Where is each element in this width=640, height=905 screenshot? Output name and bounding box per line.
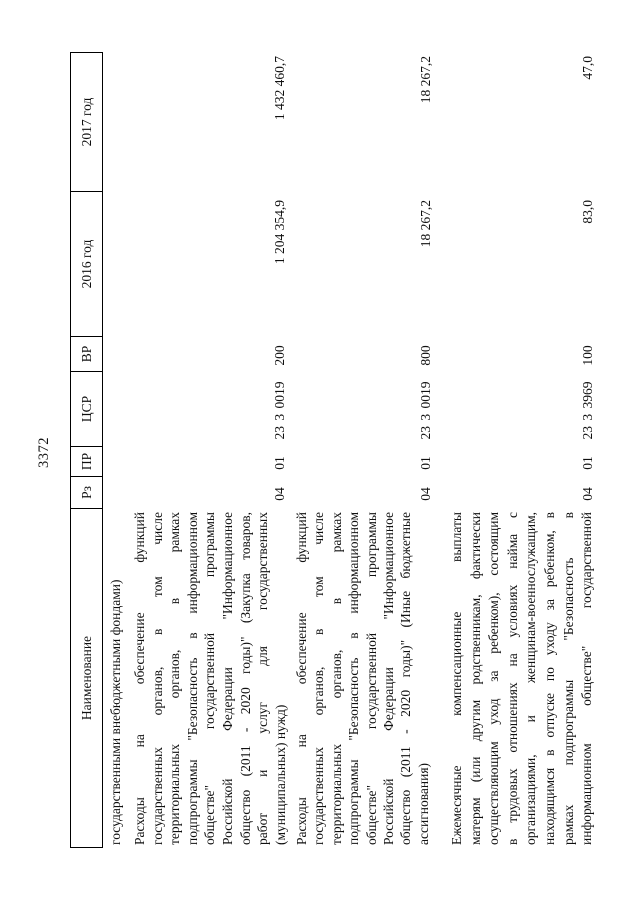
csr-value: 23 3 3969 — [580, 381, 595, 440]
name-cell-line: обществе" государственной программы — [363, 512, 379, 845]
csr-value: 23 3 0019 — [418, 381, 433, 440]
rz-value: 04 — [580, 487, 595, 501]
name-cell-line: общество (2011 - 2020 годы)" (Иные бюджетные — [398, 512, 414, 845]
name-cell-line: осуществляющим уход за ребенком), состоящим — [486, 512, 502, 845]
name-cell-line: Расходы на обеспечение функций — [132, 512, 147, 845]
column-header-pr: ПР — [71, 447, 102, 477]
name-cell-line: обществе" государственной программы — [202, 512, 218, 845]
y2016-value: 18 267,2 — [418, 200, 433, 248]
pr-value: 01 — [418, 456, 433, 470]
name-cell-line: (муниципальных) нужд) — [272, 704, 288, 845]
column-header-vr: ВР — [71, 337, 102, 372]
pr-value: 01 — [580, 456, 595, 470]
name-cell-line: общество (2011 - 2020 годы)" (Закупка товаров, — [237, 512, 253, 845]
name-cell-line: Российской Федерации "Информационное — [380, 512, 396, 845]
name-cell-line: работ и услуг для государственных — [255, 512, 271, 845]
name-cell-line: в трудовых отношениях на условиях найма с — [504, 512, 520, 845]
column-header-2016: 2016 год — [71, 192, 102, 337]
name-cell-line: подпрограммы "Безопасность в информационном — [346, 512, 362, 845]
y2017-value: 18 267,2 — [418, 56, 433, 104]
name-cell-line: матерям (или другим родственникам, фактически — [467, 512, 483, 845]
y2016-value: 1 204 354,9 — [272, 200, 287, 265]
vr-value: 800 — [418, 345, 433, 366]
name-cell-line: территориальных органов, в рамках — [167, 512, 183, 845]
name-cell-line: подпрограммы "Безопасность в информационном — [184, 512, 200, 845]
rz-value: 04 — [272, 487, 287, 501]
name-cell — [293, 512, 432, 845]
page-number: 3372 — [36, 437, 52, 468]
carryover-text-line: государственными внебюджетными фондами) — [108, 579, 123, 845]
name-cell-line: информационном обществе" государственной — [579, 512, 595, 845]
name-cell-line: организациями, и женщинам-военнослужащим, — [523, 512, 539, 845]
name-cell-line: Ежемесячные компенсационные выплаты — [449, 512, 464, 845]
name-cell-line: территориальных органов, в рамках — [328, 512, 344, 845]
vr-value: 200 — [272, 345, 287, 366]
table-header-row — [70, 52, 103, 848]
vr-value: 100 — [580, 345, 595, 366]
name-cell-line: находящимся в отпуске по уходу за ребенком, в — [541, 512, 557, 845]
y2017-value: 47,0 — [580, 56, 595, 80]
name-cell-line: Российской Федерации "Информационное — [219, 512, 235, 845]
rz-value: 04 — [418, 487, 433, 501]
name-cell-line: государственных органов, в том числе — [149, 512, 165, 845]
column-header-rz: Рз — [71, 477, 102, 509]
y2017-value: 1 432 460,7 — [272, 56, 287, 121]
column-header-name: Наименование — [78, 635, 94, 721]
pr-value: 01 — [272, 456, 287, 470]
name-cell-line: ассигнования) — [415, 762, 431, 845]
name-cell — [131, 512, 289, 845]
name-cell-line: Расходы на обеспечение функций — [294, 512, 309, 845]
name-cell-line: государственных органов, в том числе — [311, 512, 327, 845]
name-cell-line: рамках подпрограммы "Безопасность в — [560, 512, 576, 845]
column-header-2017: 2017 год — [71, 53, 102, 192]
csr-value: 23 3 0019 — [272, 381, 287, 440]
y2016-value: 83,0 — [580, 200, 595, 224]
name-cell — [448, 512, 597, 845]
column-header-csr: ЦСР — [71, 372, 102, 447]
